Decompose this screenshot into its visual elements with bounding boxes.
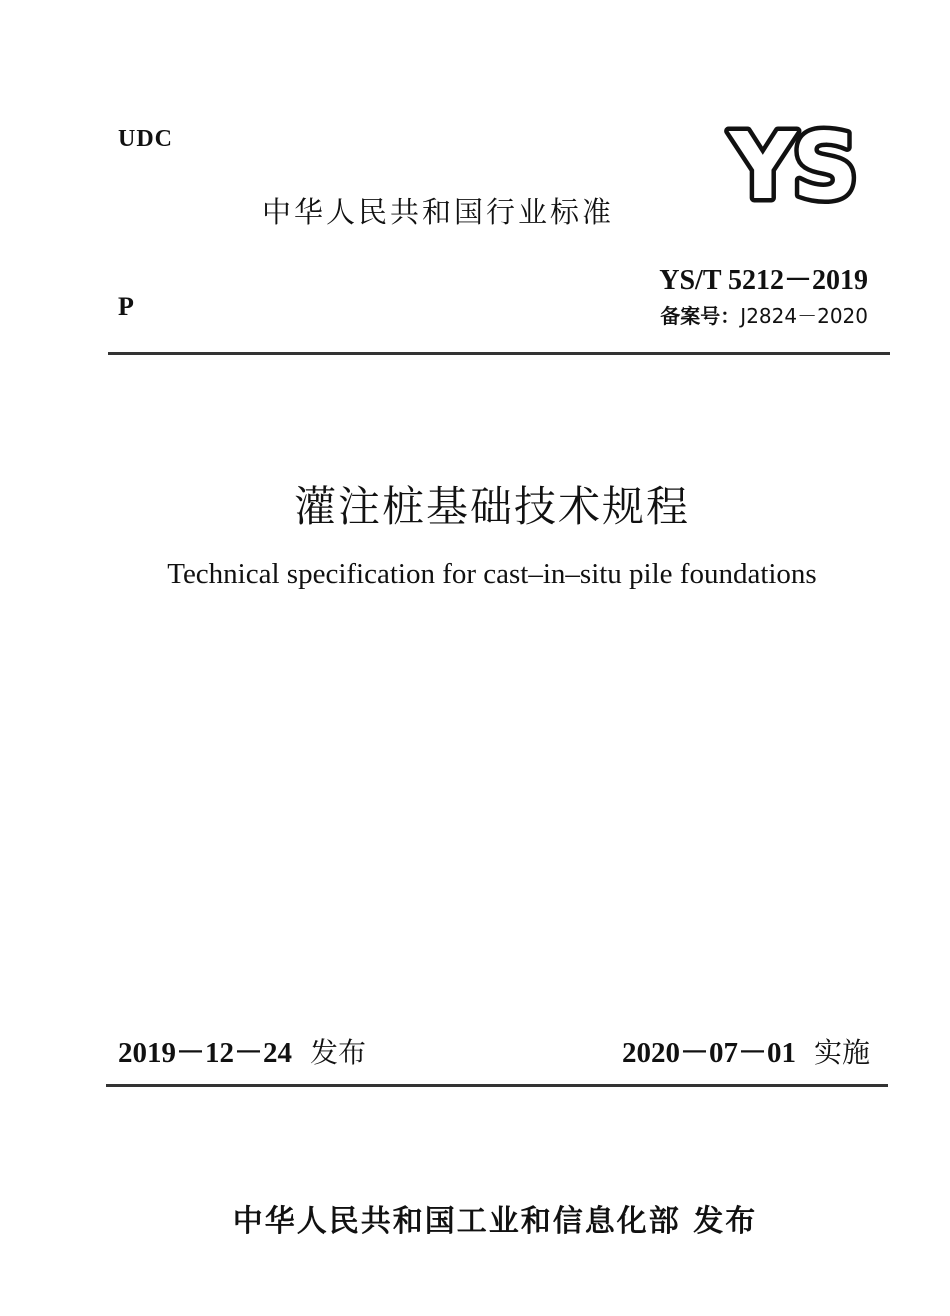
issue-date: 2019－12－24	[118, 1037, 293, 1069]
udc-label: UDC	[118, 126, 173, 152]
standard-number: YS/T 5212－2019	[659, 265, 868, 296]
ys-logo-text: YS	[729, 118, 855, 210]
document-title-chinese: 灌注桩基础技术规程	[293, 482, 690, 531]
ys-logo	[712, 118, 872, 210]
filing-label: 备案号：	[660, 304, 741, 328]
industry-standard-heading: 中华人民共和国行业标准	[262, 195, 615, 229]
document-title-english: Technical specification for cast–in–situ pile foundations	[167, 558, 817, 590]
category-code: P	[118, 292, 134, 321]
effective-date-block	[622, 1030, 870, 1071]
filing-record	[660, 300, 868, 329]
publisher: 中华人民共和国工业和信息化部 发布	[232, 1204, 758, 1239]
bottom-divider	[106, 1084, 888, 1087]
effective-action: 实施	[813, 1036, 870, 1069]
effective-date: 2020－07－01	[621, 1037, 796, 1069]
top-divider	[108, 352, 890, 355]
issue-action: 发布	[310, 1036, 367, 1069]
filing-number: J2824－2020	[740, 304, 868, 328]
issue-date-block	[118, 1030, 366, 1071]
